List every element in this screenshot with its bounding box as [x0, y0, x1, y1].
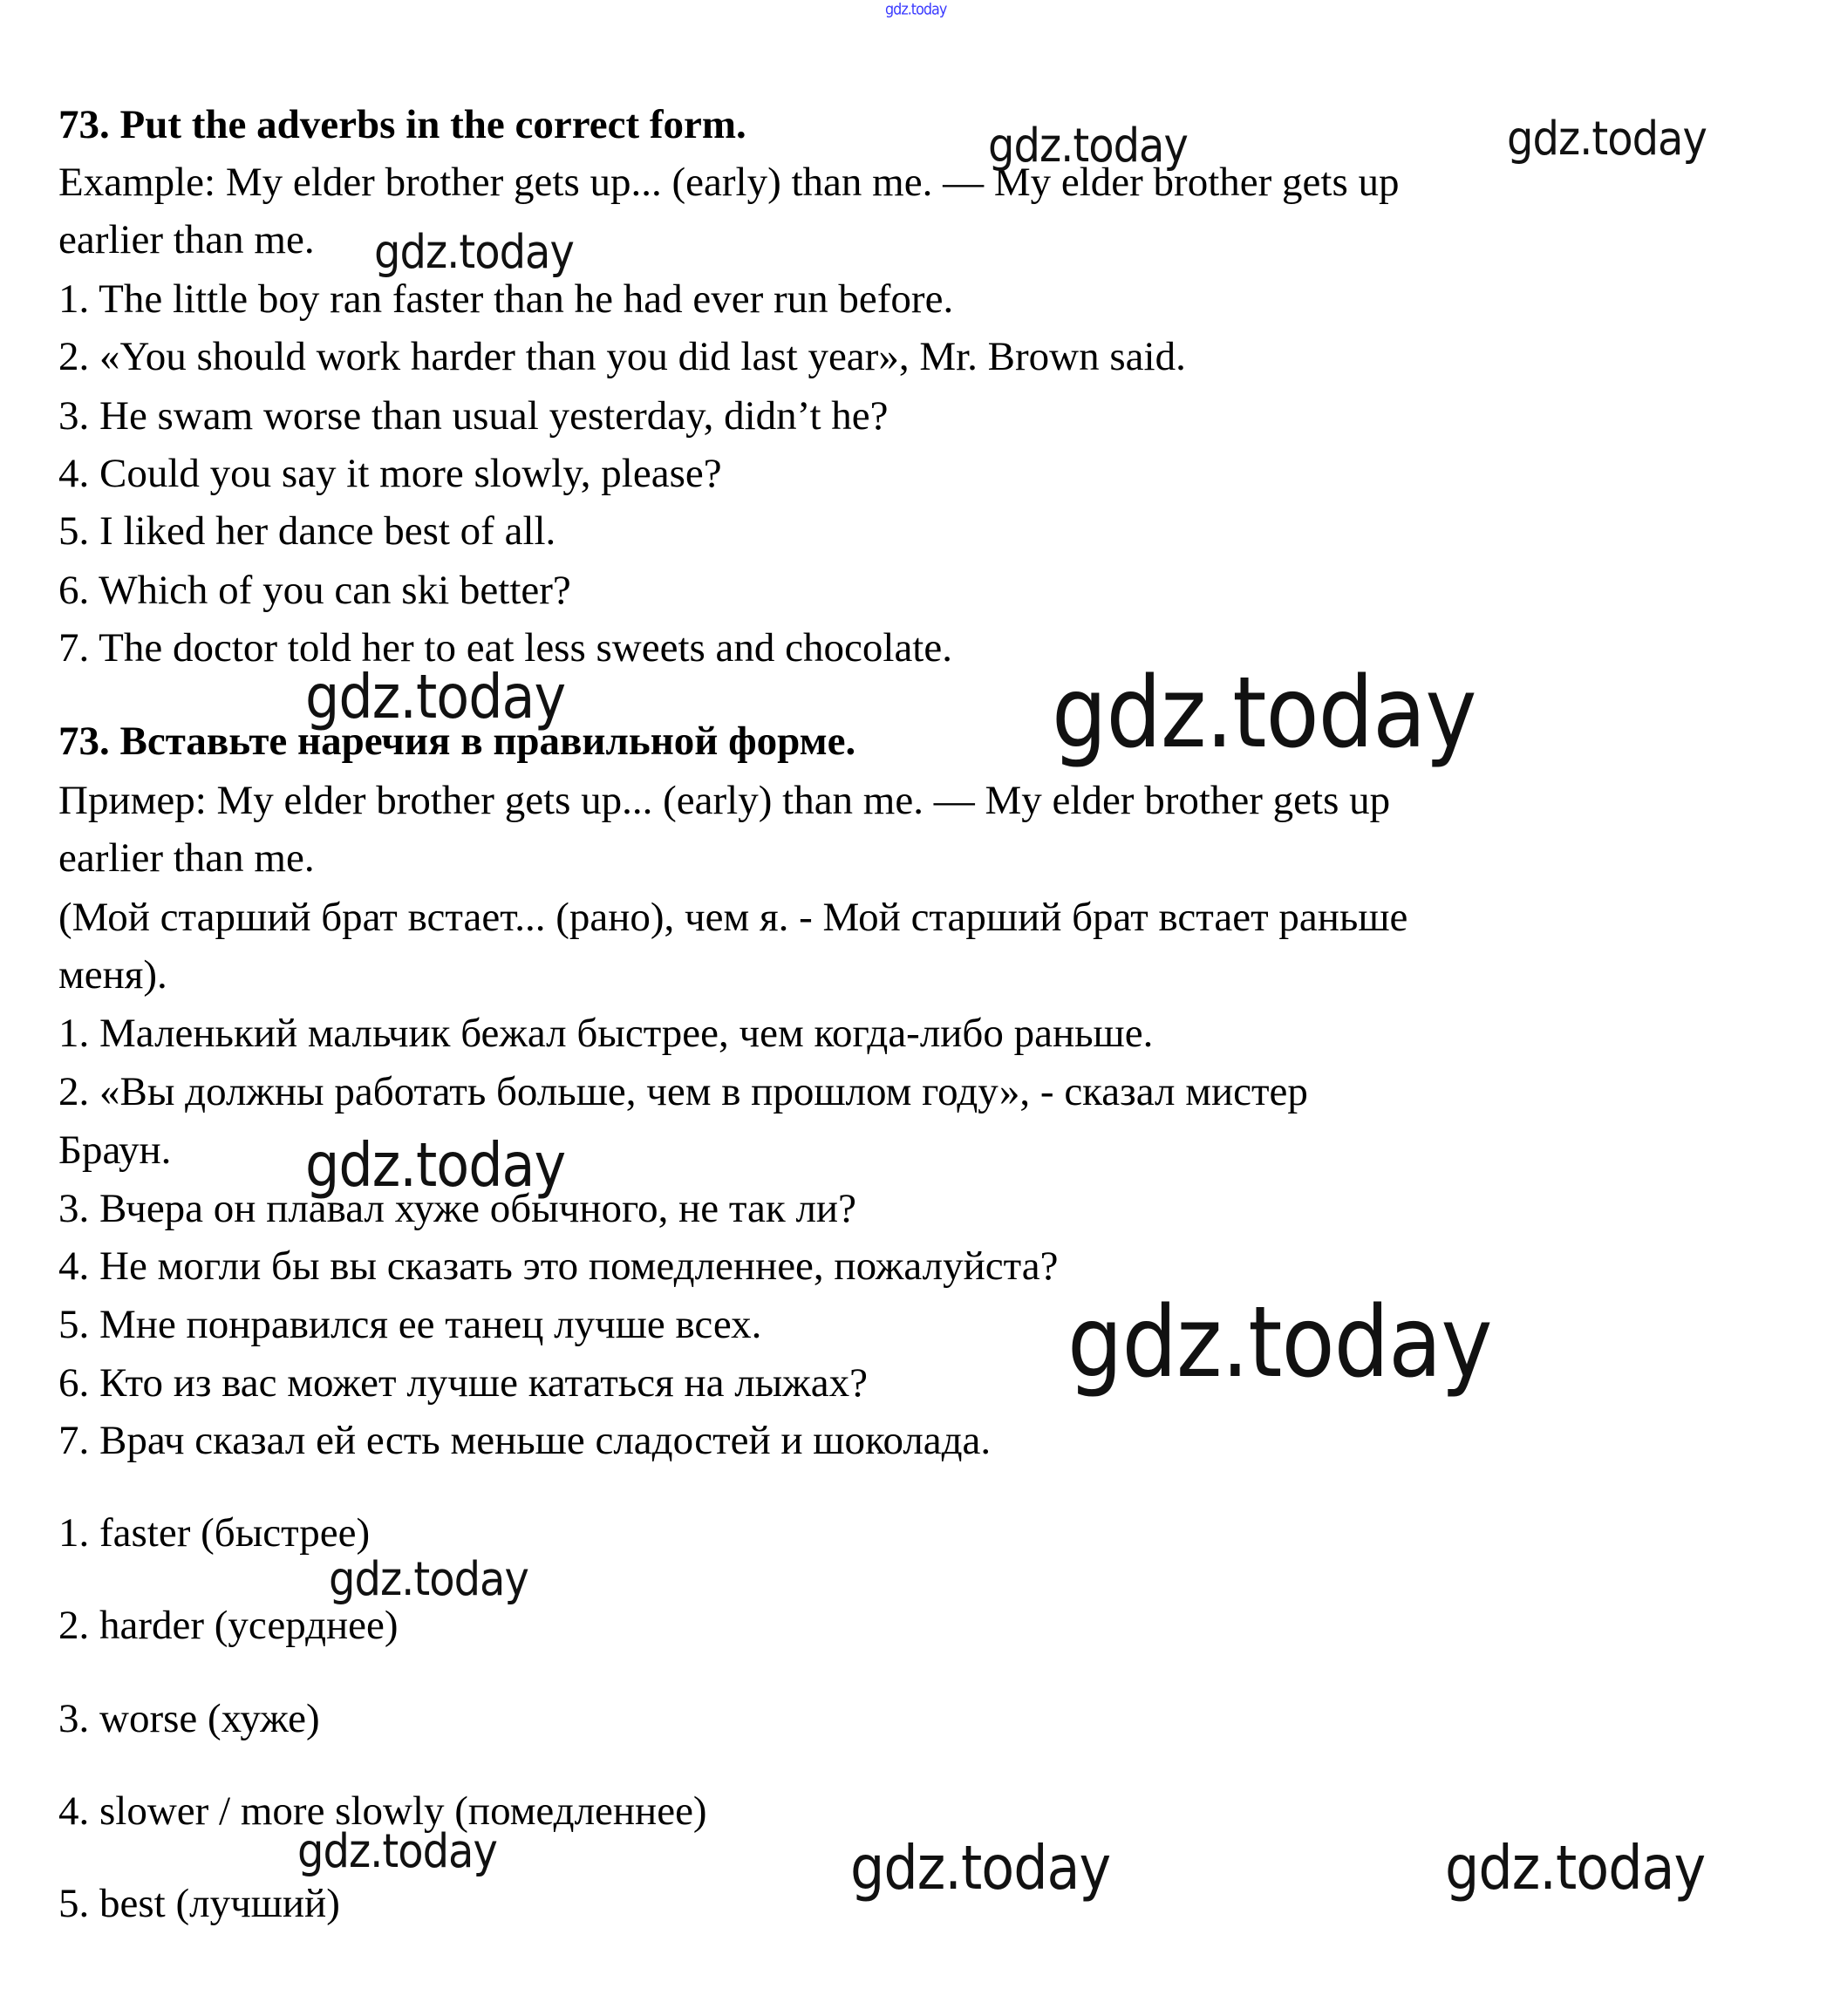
example-ru-line: Пример: My elder brother gets up... (early) than me. — My elder brother gets up [58, 778, 1391, 823]
watermark: gdz.today [885, 0, 947, 19]
answer: 2. harder (усерднее) [58, 1603, 399, 1648]
exercise-title-ru: 73. Вставьте наречия в правильной форме. [58, 719, 856, 764]
sentence-ru: 3. Вчера он плавал хуже обычного, не так ли? [58, 1186, 856, 1231]
sentence-en: 5. I liked her dance best of all. [58, 508, 556, 554]
sentence-en: 1. The little boy ran faster than he had ever run before. [58, 276, 954, 322]
watermark: gdz.today [1067, 1284, 1492, 1400]
watermark: gdz.today [850, 1832, 1111, 1904]
sentence-ru: 7. Врач сказал ей есть меньше сладостей и шоколада. [58, 1418, 992, 1463]
sentence-ru: 2. «Вы должны работать больше, чем в прошлом году», - сказал мистер [58, 1069, 1308, 1114]
sentence-ru: Браун. [58, 1127, 172, 1173]
answer: 4. slower / more slowly (помедленнее) [58, 1788, 707, 1834]
sentence-en: 6. Which of you can ski better? [58, 568, 571, 613]
watermark: gdz.today [305, 661, 566, 733]
sentence-ru: 5. Мне понравился ее танец лучше всех. [58, 1302, 762, 1347]
sentence-ru: 6. Кто из вас может лучше кататься на лыжах? [58, 1360, 868, 1406]
example-en-line: earlier than me. [58, 217, 315, 262]
example-ru-line: меня). [58, 952, 167, 998]
sentence-en: 4. Could you say it more slowly, please? [58, 451, 722, 496]
sentence-en: 3. He swam worse than usual yesterday, didn’t he? [58, 393, 889, 439]
watermark: gdz.today [988, 118, 1188, 174]
example-ru-line: (Мой старший брат встает... (рано), чем я. - Мой старший брат встает раньше [58, 895, 1408, 940]
example-ru-line: earlier than me. [58, 835, 315, 881]
sentence-en: 2. «You should work harder than you did last year», Mr. Brown said. [58, 334, 1186, 379]
watermark: gdz.today [1507, 111, 1707, 167]
watermark: gdz.today [305, 1129, 566, 1202]
exercise-title-en: 73. Put the adverbs in the correct form. [58, 102, 746, 147]
answer: 3. worse (хуже) [58, 1696, 320, 1741]
watermark: gdz.today [329, 1551, 528, 1607]
watermark: gdz.today [1445, 1832, 1706, 1904]
watermark: gdz.today [1052, 655, 1476, 770]
sentence-ru: 1. Маленький мальчик бежал быстрее, чем когда-либо раньше. [58, 1011, 1154, 1056]
sentence-en: 7. The doctor told her to eat less sweets and chocolate. [58, 625, 952, 671]
answer: 1. faster (быстрее) [58, 1510, 371, 1556]
watermark: gdz.today [374, 224, 574, 280]
watermark: gdz.today [297, 1823, 497, 1879]
example-en-line: Example: My elder brother gets up... (early) than me. — My elder brother gets up [58, 160, 1400, 205]
sentence-ru: 4. Не могли бы вы сказать это помедленнее, пожалуйста? [58, 1243, 1059, 1289]
answer: 5. best (лучший) [58, 1881, 340, 1926]
